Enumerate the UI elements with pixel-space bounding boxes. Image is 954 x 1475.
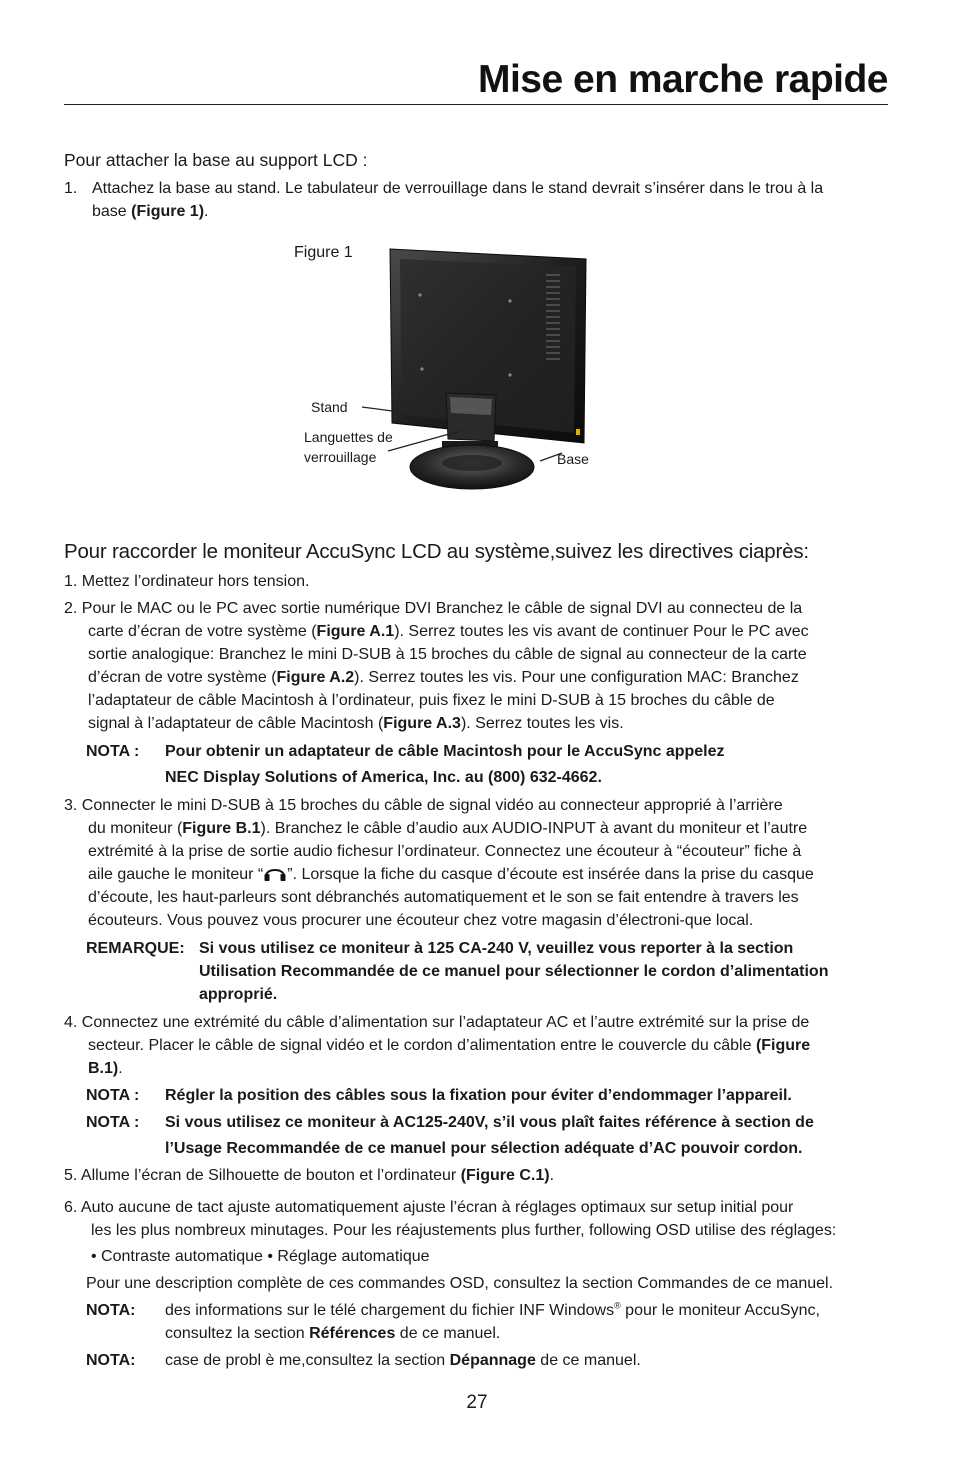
bold-text: Pour obtenir un adaptateur de câble Macintosh pour le AccuSync appelez xyxy=(165,743,725,760)
nota-4-line-1 xyxy=(165,1299,820,1322)
step-2-line-3: sortie analogique: Branchez le mini D-SUB à 15 broches du câble de signal au connecteur de la carte xyxy=(88,646,807,663)
step-2-line-2 xyxy=(88,620,809,643)
text-span: 5. Allume l’écran de Silhouette de bouton et l’ordinateur xyxy=(64,1167,461,1184)
text-span: consultez la section xyxy=(165,1325,310,1342)
step-1-text-line-1: Attachez la base au stand. Le tabulateur de verrouillage dans le stand devrait s’insérer dans le trou à la xyxy=(92,180,824,197)
callout-base: Base xyxy=(557,451,589,467)
callout-stand: Stand xyxy=(311,399,348,415)
figure-reference: (Figure xyxy=(755,1037,811,1054)
remarque-line-1 xyxy=(199,937,793,960)
page-title: Mise en marche rapide xyxy=(477,58,888,101)
figure-reference: B.1) xyxy=(88,1060,119,1077)
figure-reference: (Figure 1) xyxy=(131,203,205,220)
text-span: ”. Lorsque la fiche du casque d’écoute est insérée dans la prise du casque xyxy=(287,866,814,883)
text-span: . xyxy=(118,1060,123,1077)
step-3-line-6: écouteurs. Vous pouvez vous procurer une écouteur chez votre magasin d’électroni-que local. xyxy=(88,912,754,929)
bold-text: Si vous utilisez ce moniteur à 125 CA-240 V, veuillez vous reporter à la section xyxy=(199,940,794,957)
callout-tabs-line-1: Languettes de xyxy=(304,429,393,445)
step-3-line-1: 3. Connecter le mini D-SUB à 15 broches du câble de signal vidéo au connecteur approprié à l’arrière xyxy=(64,797,783,814)
bold-text: Régler la position des câbles sous la fixation pour éviter d’endommager l’appareil. xyxy=(165,1087,792,1104)
nota-3-line-1 xyxy=(165,1111,814,1134)
step-2-line-5: l’adaptateur de câble Macintosh à l’ordinateur, puis fixez le mini D-SUB à 15 broches du câble de xyxy=(88,692,775,709)
text-span: de ce manuel. xyxy=(395,1325,501,1342)
figure-reference: Figure A.3 xyxy=(383,715,461,732)
headphone-icon xyxy=(263,864,287,882)
nota-1-label: NOTA : xyxy=(86,743,140,760)
text-span: . xyxy=(549,1167,555,1184)
step-6-osd-description: Pour une description complète de ces commandes OSD, consultez la section Commandes de ce manuel. xyxy=(86,1275,834,1292)
step-6-bullets: • Contraste automatique • Réglage automatique xyxy=(91,1248,430,1265)
bold-text: l’Usage Recommandée de ce manuel pour sélection adéquate d’AC pouvoir cordon. xyxy=(165,1140,803,1157)
remarque-label: REMARQUE: xyxy=(86,940,185,957)
step-1-number: 1. xyxy=(64,180,78,197)
page-number: 27 xyxy=(466,1392,488,1413)
text-span: secteur. Placer le câble de signal vidéo et le cordon d’alimentation entre le couvercle du câble xyxy=(88,1037,756,1054)
step-3-line-2 xyxy=(88,817,807,840)
text-span: base xyxy=(92,203,132,220)
figure-reference: Figure A.1 xyxy=(316,623,395,640)
text-span: des informations sur le télé chargement du fichier INF Windows xyxy=(165,1302,615,1319)
step-3-line-3: extrémité à la prise de sortie audio fichesur l’ordinateur. Connectez une écouteur à “écouteur” fiche à xyxy=(88,843,802,860)
section-heading-connect: Pour raccorder le moniteur AccuSync LCD au système,suivez les directives ciaprès: xyxy=(64,540,809,563)
nota-3-line-2 xyxy=(165,1137,802,1160)
text-span: ). Branchez le câble d’audio aux AUDIO-INPUT à avant du moniteur et l’autre xyxy=(260,820,808,837)
callout-tabs-line-2: verrouillage xyxy=(304,449,377,465)
step-1: 1. Mettez l’ordinateur hors tension. xyxy=(64,573,310,590)
text-span: pour le moniteur AccuSync, xyxy=(620,1302,820,1319)
figure-reference: Figure A.2 xyxy=(276,669,355,686)
nota-4-line-2 xyxy=(165,1322,500,1345)
text-span: d’écran de votre système ( xyxy=(88,669,277,686)
step-6-line-1: 6. Auto aucune de tact ajuste automatiquement ajuste l’écran à réglages optimaux sur setup initial pour xyxy=(64,1199,794,1216)
nota-5-line-1 xyxy=(165,1349,641,1372)
figure-reference: (Figure C.1) xyxy=(460,1167,550,1184)
registered-mark: ® xyxy=(614,1300,621,1311)
text-span: ). Serrez toutes les vis. xyxy=(460,715,624,732)
bold-text: Utilisation Recommandée de ce manuel pour sélectionner le cordon d’alimentation xyxy=(199,963,829,980)
step-3-line-4 xyxy=(88,863,814,886)
step-4-line-3 xyxy=(88,1057,123,1080)
nota-2-line-1 xyxy=(165,1084,792,1107)
text-span: . xyxy=(204,203,209,220)
step-1-text-line-2 xyxy=(92,200,208,223)
remarque-line-2 xyxy=(199,960,828,983)
text-span: ). Serrez toutes les vis avant de continuer Pour le PC avec xyxy=(394,623,809,640)
text-span: signal à l’adaptateur de câble Macintosh ( xyxy=(88,715,384,732)
step-2-line-1: 2. Pour le MAC ou le PC avec sortie numérique DVI Branchez le câble de signal DVI au connecteu de la xyxy=(64,600,803,617)
nota-1-line-2 xyxy=(165,766,602,789)
figure-1-label: Figure 1 xyxy=(294,244,353,261)
nota-2-label: NOTA : xyxy=(86,1087,140,1104)
section-heading-base: Pour attacher la base au support LCD : xyxy=(64,150,368,170)
nota-4-label: NOTA: xyxy=(86,1302,136,1319)
step-6-line-2: les les plus nombreux minutages. Pour les réajustements plus further, following OSD utilise des réglages: xyxy=(91,1222,837,1239)
figure-reference: Figure B.1 xyxy=(182,820,261,837)
step-5 xyxy=(64,1164,554,1187)
text-span: carte d’écran de votre système ( xyxy=(88,623,317,640)
step-4-line-2 xyxy=(88,1034,810,1057)
step-4-line-1: 4. Connectez une extrémité du câble d’alimentation sur l’adaptateur AC et l’autre extrémité sur la prise de xyxy=(64,1014,810,1031)
section-reference: Dépannage xyxy=(449,1352,536,1369)
text-span: ). Serrez toutes les vis. Pour une configuration MAC: Branchez xyxy=(354,669,799,686)
title-divider xyxy=(64,104,888,105)
nota-1-line-1 xyxy=(165,740,725,763)
step-2-line-4 xyxy=(88,666,799,689)
text-span: du moniteur ( xyxy=(88,820,183,837)
text-span: aile gauche le moniteur “ xyxy=(88,866,264,883)
section-reference: Références xyxy=(309,1325,396,1342)
bold-text: approprié. xyxy=(199,986,278,1003)
text-span: de ce manuel. xyxy=(535,1352,641,1369)
remarque-line-3 xyxy=(199,983,277,1006)
nota-3-label: NOTA : xyxy=(86,1114,140,1131)
bold-text: NEC Display Solutions of America, Inc. au (800) 632-4662. xyxy=(165,769,602,786)
bold-text: Si vous utilisez ce moniteur à AC125-240V, s’il vous plaît faites référence à section de xyxy=(165,1114,814,1131)
step-2-line-6 xyxy=(88,712,624,735)
text-span: case de probl è me,consultez la section xyxy=(165,1352,450,1369)
step-3-line-5: d’écoute, les haut-parleurs sont débranchés automatiquement et le son se fait entendre à travers les xyxy=(88,889,799,906)
nota-5-label: NOTA: xyxy=(86,1352,136,1369)
